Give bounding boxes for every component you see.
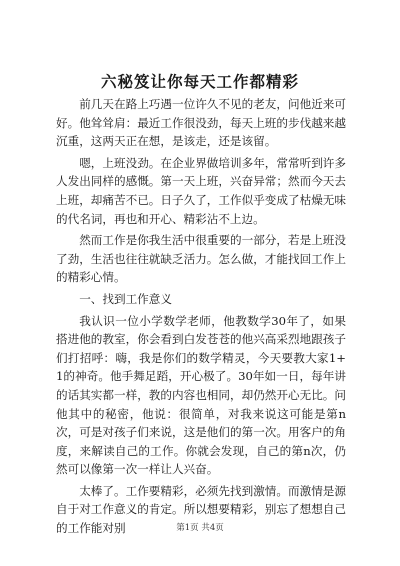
paragraph-5: 太棒了。工作要精彩，必须先找到激情。而激情是源自于对工作意义的肯定。所以想要精彩，别忘了想想自己的工作能对别 [56,483,346,536]
page-number-footer: 第1页 共4页 [176,523,224,533]
document-body [56,95,346,538]
paragraph-1: 前几天在路上巧遇一位许久不见的老友，问他近来可好。他耸耸肩：最近工作很没劲，每天上班的步伐越来越沉重，这两天正在想，是该走，还是该留。 [56,97,346,149]
paragraph-4: 我认识一位小学数学老师，他教数学30年了，如果搭进他的教室，你会看到白发苍苍的他兴高采烈地跟孩子们打招呼：嗨，我是你们的数学精灵，今天要教大家1+1的神奇。他手舞足蹈，开心极了。30年如一日，每年讲的话其实都一样，教的内容也相同，却仍然开心无比。问他其中的秘密，他说：很简单，对我来说这可能是第n次，可是对孩子们来说，这是他们的第一次。用客户的角度，来解读自己的工作。你就会发现，自己的第n次，仍然可以像第一次一样让人兴奋。 [56,313,346,477]
paragraph-2: 嗯，上班没劲。在企业界做培训多年，常常听到许多人发出同样的感慨。第一天上班，兴奋异常；然而今天去上班，却痛苦不已。日子久了，工作似乎变成了枯燥无味的代名词，再也和开心、精彩沾不上边。 [56,155,346,226]
document-title: 六秘笈让你每天工作都精彩 [100,72,299,91]
section-heading: 一、找到工作意义 [79,291,172,306]
paragraph-3: 然而工作是你我生活中很重要的一部分，若是上班没了劲，生活也往往就缺乏活力。怎么做，才能找回工作上的精彩心情。 [56,233,346,285]
